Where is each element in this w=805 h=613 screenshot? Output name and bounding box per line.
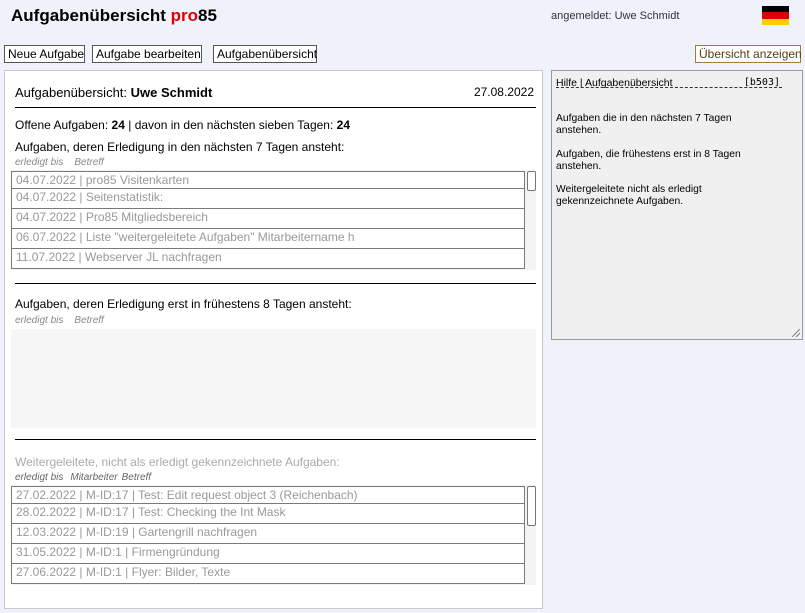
list-item[interactable]: 04.07.2022 | Pro85 Mitgliedsbereich: [11, 209, 525, 229]
column-header: erledigt bis Betreff: [15, 157, 104, 168]
list-item[interactable]: 27.06.2022 | M-ID:1 | Flyer: Bilder, Texte: [11, 564, 525, 584]
later-task-list[interactable]: [11, 329, 536, 428]
user-name: Uwe Schmidt: [130, 85, 213, 100]
help-text-1: Aufgaben die in den nächsten 7 Tagen anstehen.: [556, 113, 732, 136]
overview-button[interactable]: Aufgabenübersicht: [213, 45, 317, 63]
divider: [15, 439, 536, 440]
german-flag-icon[interactable]: [762, 6, 789, 25]
brand-red: pro: [170, 6, 199, 25]
help-header: Hilfe | Aufgabenübersicht: [556, 77, 673, 89]
divider: [556, 87, 782, 88]
brand-black: 85: [198, 6, 217, 25]
help-code: [b503]: [743, 77, 780, 88]
section-next7-title: Aufgaben, deren Erledigung in den nächsten 7 Tagen ansteht:: [15, 140, 345, 154]
app-title: Aufgabenübersicht pro85: [11, 6, 217, 25]
edit-task-button[interactable]: Aufgabe bearbeiten: [92, 45, 202, 63]
list-item[interactable]: 12.03.2022 | M-ID:19 | Gartengrill nachfragen: [11, 524, 525, 544]
section-forwarded-title: Weitergeleitete, nicht als erledigt gekennzeichnete Aufgaben:: [15, 455, 340, 469]
list-item[interactable]: 04.07.2022 | Seitenstatistik:: [11, 189, 525, 209]
list-item[interactable]: 04.07.2022 | pro85 Visitenkarten: [11, 171, 525, 189]
show-overview-button[interactable]: Übersicht anzeigen: [695, 45, 801, 63]
page-title: Aufgabenübersicht: Uwe Schmidt: [15, 85, 213, 100]
divider: [15, 283, 536, 284]
resize-grip-icon[interactable]: [792, 329, 800, 337]
divider: [15, 107, 536, 108]
task-overview-panel: [4, 70, 543, 609]
forwarded-task-list[interactable]: [11, 485, 536, 585]
column-header: erledigt bis Betreff: [15, 315, 104, 326]
list-item[interactable]: 28.02.2022 | M-ID:17 | Test: Checking the Int Mask: [11, 504, 525, 524]
next7-task-list[interactable]: [11, 170, 536, 270]
current-date: 27.08.2022: [473, 85, 534, 99]
help-textarea[interactable]: [551, 70, 803, 340]
scrollbar[interactable]: [527, 486, 536, 526]
column-header: erledigt bis Mitarbeiter Betreff: [15, 472, 152, 483]
list-item[interactable]: 31.05.2022 | M-ID:1 | Firmengründung: [11, 544, 525, 564]
login-status: angemeldet: Uwe Schmidt: [551, 10, 680, 22]
list-item[interactable]: 27.02.2022 | M-ID:17 | Test: Edit request object 3 (Reichenbach): [11, 486, 525, 504]
section-later-title: Aufgaben, deren Erledigung erst in frühestens 8 Tagen ansteht:: [15, 297, 352, 311]
list-item[interactable]: 11.07.2022 | Webserver JL nachfragen: [11, 249, 525, 269]
new-task-button[interactable]: Neue Aufgabe: [4, 45, 85, 63]
scrollbar[interactable]: [527, 171, 536, 191]
help-text-3: Weitergeleitete nicht als erledigt gekennzeichnete Aufgaben.: [556, 184, 702, 207]
list-item[interactable]: 06.07.2022 | Liste "weitergeleitete Aufgaben" Mitarbeitername h: [11, 229, 525, 249]
open-tasks-summary: Offene Aufgaben: 24 | davon in den nächsten sieben Tagen: 24: [15, 118, 351, 132]
help-text-2: Aufgaben, die frühestens erst in 8 Tagen anstehen.: [556, 149, 741, 172]
